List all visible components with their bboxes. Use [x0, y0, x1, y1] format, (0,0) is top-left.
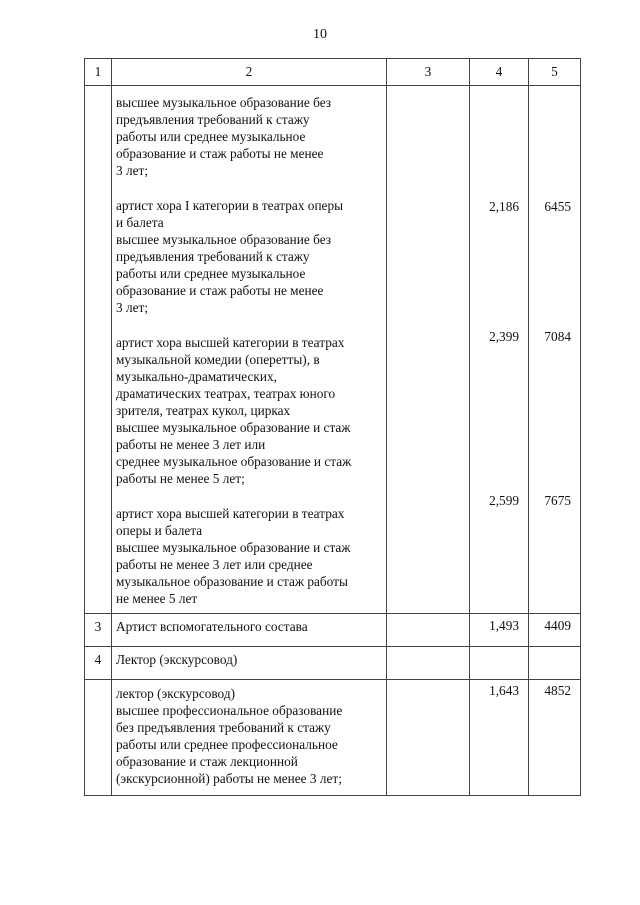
- coefficient-value: 2,399: [489, 329, 519, 344]
- text-line: драматических театрах, театрах юного: [116, 386, 336, 401]
- col3-cell: [387, 86, 470, 614]
- coefficient-cell: 1,643: [470, 680, 529, 796]
- header-col-3: 3: [387, 59, 470, 86]
- entry-block: [116, 94, 382, 179]
- table-row: [85, 680, 581, 796]
- coefficient-cell: [470, 86, 529, 614]
- text-line: (экскурсионной) работы не менее 3 лет;: [116, 771, 342, 786]
- salary-value: 7084: [544, 329, 571, 344]
- text-line: высшее музыкальное образование без: [116, 232, 332, 247]
- header-col-5: 5: [529, 59, 581, 86]
- row-number-cell: 4: [85, 647, 112, 680]
- text-line: лектор (экскурсовод): [116, 686, 236, 701]
- text-line: не менее 5 лет: [116, 591, 198, 606]
- text-line: работы не менее 5 лет;: [116, 471, 245, 486]
- text-line: высшее профессиональное образование: [116, 703, 343, 718]
- text-line: оперы и балета: [116, 523, 203, 538]
- col3-cell: [387, 614, 470, 647]
- text-line: 3 лет;: [116, 300, 149, 315]
- page-number: 10: [313, 27, 327, 42]
- salary-value: 6455: [544, 199, 571, 214]
- position-title-cell: Лектор (экскурсовод): [112, 647, 387, 680]
- text-line: работы не менее 3 лет или: [116, 437, 266, 452]
- salary-cell: 4852: [529, 680, 581, 796]
- text-line: артист хора I категории в театрах оперы: [116, 198, 344, 213]
- position-description-cell: [112, 680, 387, 796]
- text-line: артист хора высшей категории в театрах: [116, 335, 345, 350]
- row-number-cell: [85, 680, 112, 796]
- text-line: образование и стаж лекционной: [116, 754, 298, 769]
- row-number-cell: [85, 86, 112, 614]
- entry-block: [116, 505, 382, 607]
- text-line: музыкальной комедии (оперетты), в: [116, 352, 320, 367]
- text-line: работы или среднее музыкальное: [116, 129, 306, 144]
- position-description-cell: [112, 86, 387, 614]
- text-line: и балета: [116, 215, 164, 230]
- col3-cell: [387, 680, 470, 796]
- text-line: музыкальное образование и стаж работы: [116, 574, 348, 589]
- salary-table: [84, 58, 581, 796]
- text-line: работы или среднее профессиональное: [116, 737, 338, 752]
- table-row: [85, 614, 581, 647]
- text-line: образование и стаж работы не менее: [116, 146, 324, 161]
- text-line: предъявления требований к стажу: [116, 249, 310, 264]
- salary-cell: [529, 86, 581, 614]
- text-line: артист хора высшей категории в театрах: [116, 506, 345, 521]
- text-line: работы или среднее музыкальное: [116, 266, 306, 281]
- table-row: [85, 86, 581, 614]
- text-line: 3 лет;: [116, 163, 149, 178]
- coefficient-value: 2,599: [489, 493, 519, 508]
- text-line: работы не менее 3 лет или среднее: [116, 557, 313, 572]
- coefficient-value: 2,186: [489, 199, 519, 214]
- text-line: предъявления требований к стажу: [116, 112, 310, 127]
- header-col-1: 1: [85, 59, 112, 86]
- entry-block: [116, 685, 382, 787]
- header-col-4: 4: [470, 59, 529, 86]
- text-line: образование и стаж работы не менее: [116, 283, 324, 298]
- salary-value: 7675: [544, 493, 571, 508]
- text-line: среднее музыкальное образование и стаж: [116, 454, 352, 469]
- text-line: музыкально-драматических,: [116, 369, 277, 384]
- col3-cell: [387, 647, 470, 680]
- coefficient-cell: [470, 647, 529, 680]
- row-number-cell: 3: [85, 614, 112, 647]
- salary-cell: [529, 647, 581, 680]
- text-line: высшее музыкальное образование и стаж: [116, 540, 351, 555]
- text-line: без предъявления требований к стажу: [116, 720, 331, 735]
- salary-cell: 4409: [529, 614, 581, 647]
- text-line: высшее музыкальное образование и стаж: [116, 420, 351, 435]
- header-row: [85, 59, 581, 86]
- entry-block: [116, 197, 382, 316]
- header-col-2: 2: [112, 59, 387, 86]
- text-line: зрителя, театрах кукол, цирках: [116, 403, 291, 418]
- table-row: [85, 647, 581, 680]
- position-title-cell: Артист вспомогательного состава: [112, 614, 387, 647]
- text-line: высшее музыкальное образование без: [116, 95, 332, 110]
- entry-block: [116, 334, 382, 487]
- coefficient-cell: 1,493: [470, 614, 529, 647]
